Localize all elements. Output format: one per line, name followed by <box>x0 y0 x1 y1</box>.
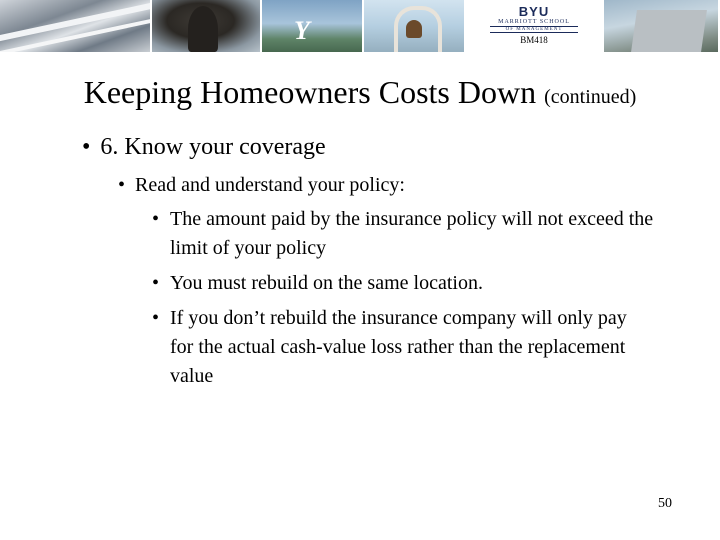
school-subtitle: OF MANAGEMENT <box>490 26 578 33</box>
slide-title-suffix: (continued) <box>544 86 637 108</box>
bullet-text: You must rebuild on the same location. <box>170 272 483 294</box>
bullet-level-3 <box>152 205 672 263</box>
bullet-text: Read and understand your policy: <box>135 174 405 196</box>
bullet-level-3 <box>152 304 642 391</box>
bullet-level-3 <box>152 269 672 298</box>
bullet-marker: • <box>152 307 160 329</box>
mountain-y-logo: Y <box>294 16 310 45</box>
slide-title-main: Keeping Homeowners Costs Down <box>83 74 537 110</box>
bullet-text: If you don’t rebuild the insurance company will only pay for the actual cash-value loss rather than the replacement value <box>170 307 627 387</box>
page-number: 50 <box>658 496 672 511</box>
bullet-marker: • <box>152 208 160 230</box>
bullet-marker: • <box>152 272 160 294</box>
bullet-text: 6. Know your coverage <box>100 134 326 160</box>
byu-logo-text: BYU <box>518 4 550 19</box>
course-code: BM418 <box>520 35 548 45</box>
bullet-marker: • <box>82 134 91 160</box>
bullet-text: The amount paid by the insurance policy will not exceed the limit of your policy <box>170 208 654 259</box>
bullet-level-2 <box>118 174 405 197</box>
school-name: MARRIOTT SCHOOL <box>498 19 570 25</box>
bullet-level-1 <box>82 134 326 161</box>
bullet-marker: • <box>118 174 126 196</box>
